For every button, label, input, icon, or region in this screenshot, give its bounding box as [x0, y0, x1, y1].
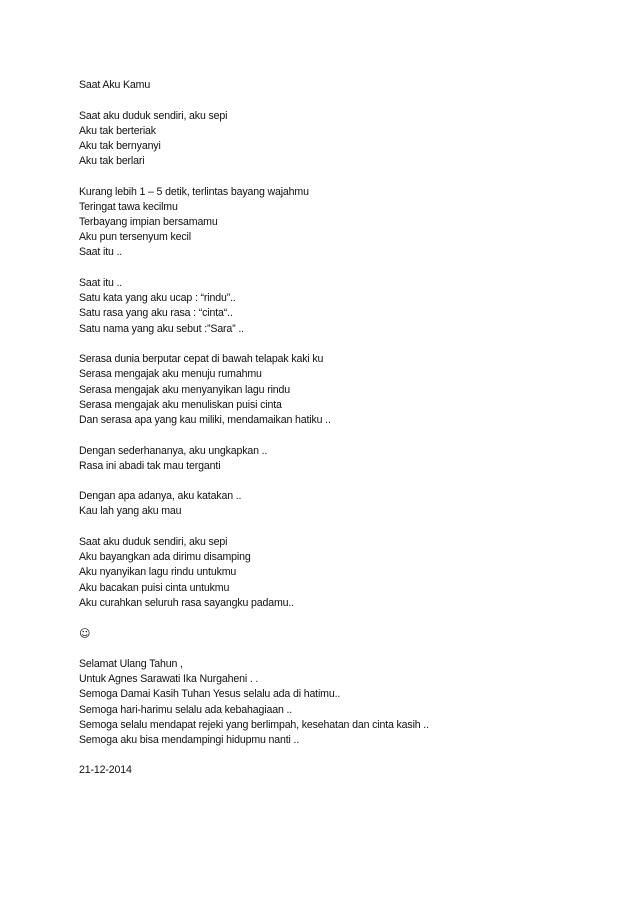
poem-line: Dengan sederhananya, aku ungkapkan .. [79, 444, 268, 457]
stanza-1 [79, 109, 599, 170]
greeting-line: Semoga hari-harimu selalu ada kebahagiaan .. [79, 703, 293, 716]
poem-line: Satu rasa yang aku rasa : “cinta“.. [79, 307, 233, 320]
poem-line: Satu nama yang aku sebut :”Sara” .. [79, 322, 244, 335]
greeting-line: Semoga selalu mendapat rejeki yang berlimpah, kesehatan dan cinta kasih .. [79, 718, 429, 731]
poem-line: Dengan apa adanya, aku katakan .. [79, 490, 242, 503]
poem-line: Aku tak bernyanyi [79, 139, 161, 152]
poem-line: Aku nyanyikan lagu rindu untukmu [79, 566, 237, 579]
stanza-4 [79, 352, 599, 428]
greeting-line: Semoga Damai Kasih Tuhan Yesus selalu ada di hatimu.. [79, 688, 341, 701]
poem-line: Terbayang impian bersamamu [79, 216, 218, 229]
poem-line: Serasa dunia berputar cepat di bawah telapak kaki ku [79, 353, 324, 366]
poem-line: Kau lah yang aku mau [79, 505, 182, 518]
stanza-7 [79, 535, 599, 611]
poem-line: Aku bacakan puisi cinta untukmu [79, 581, 230, 594]
greeting-line: Untuk Agnes Sarawati Ika Nurgaheni . . [79, 673, 259, 686]
greeting-line: Selamat Ulang Tahun , [79, 657, 183, 670]
poem-line: Aku tak berlari [79, 155, 145, 168]
poem-line: Serasa mengajak aku menuju rumahmu [79, 368, 262, 381]
poem-title-block [79, 78, 599, 93]
date-block [79, 763, 599, 778]
greeting-block [79, 657, 599, 748]
poem-line: Saat aku duduk sendiri, aku sepi [79, 536, 228, 549]
poem-title: Saat Aku Kamu [79, 79, 151, 91]
poem-line: Aku bayangkan ada dirimu disamping [79, 551, 251, 564]
document-date: 21-12-2014 [79, 764, 132, 777]
poem-line: Aku pun tersenyum kecil [79, 231, 191, 244]
poem-line: Dan serasa apa yang kau miliki, mendamaikan hatiku .. [79, 413, 331, 426]
poem-document [79, 78, 599, 794]
poem-line: Serasa mengajak aku menuliskan puisi cinta [79, 398, 282, 411]
stanza-3 [79, 276, 599, 337]
poem-line: Serasa mengajak aku menyanyikan lagu rindu [79, 383, 291, 396]
poem-line: Aku curahkan seluruh rasa sayangku padamu.. [79, 596, 294, 609]
greeting-line: Semoga aku bisa mendampingi hidupmu nanti .. [79, 733, 300, 746]
stanza-2 [79, 185, 599, 261]
poem-line: Saat itu .. [79, 246, 123, 259]
poem-line: Satu kata yang aku ucap : “rindu”.. [79, 292, 236, 305]
poem-line: Aku tak berteriak [79, 124, 156, 137]
smiley-block [79, 626, 599, 641]
stanza-5 [79, 444, 599, 474]
stanza-6 [79, 489, 599, 519]
poem-line: Kurang lebih 1 – 5 detik, terlintas bayang wajahmu [79, 185, 309, 198]
poem-line: Rasa ini abadi tak mau terganti [79, 459, 221, 472]
poem-line: Teringat tawa kecilmu [79, 200, 178, 213]
poem-line: Saat aku duduk sendiri, aku sepi [79, 109, 228, 122]
smiley-icon: ☺ [79, 627, 91, 641]
poem-line: Saat itu .. [79, 277, 123, 290]
